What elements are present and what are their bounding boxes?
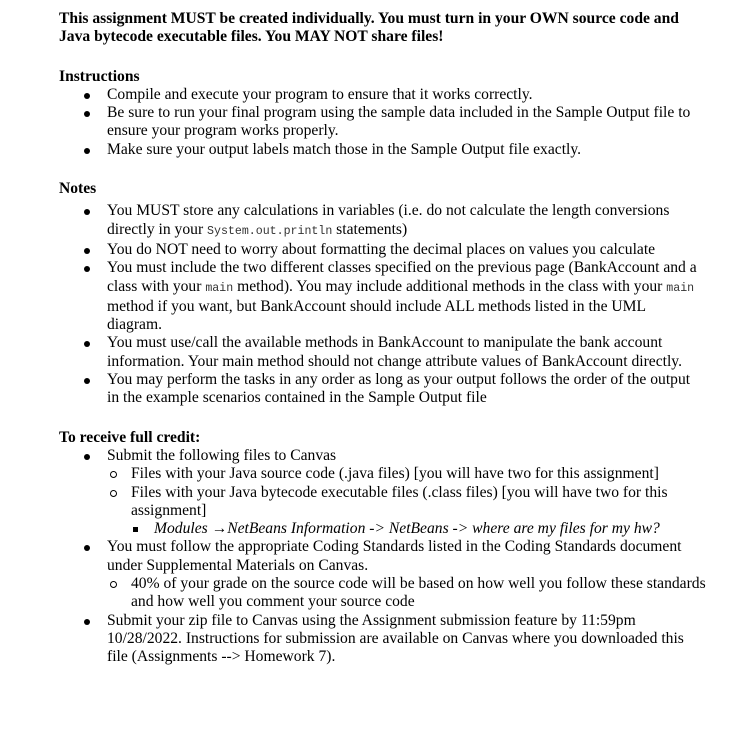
- list-item: You may perform the tasks in any order as long as your output follows the order of the output in the example scenarios contained in the Sample Output file: [0, 371, 748, 408]
- instructions-list: [0, 86, 748, 159]
- list-item: You must follow the appropriate Coding Standards listed in the Coding Standards document under Supplemental Materials on Canvas.: [0, 538, 748, 575]
- bullet-icon: [84, 266, 90, 272]
- list-item: Submit your zip file to Canvas using the Assignment submission feature by 11:59pm 10/28/2022. Instructions for submission are available on Canvas where you downloaded this file (Assignments --> Homework 7).: [0, 612, 748, 667]
- instructions-heading: Instructions: [59, 67, 140, 85]
- bullet-icon: [84, 248, 90, 254]
- sub-list-item: 40% of your grade on the source code will be based on how well you follow these standards and how well you comment your source code: [0, 575, 748, 612]
- list-item: You do NOT need to worry about formatting the decimal places on values you calculate: [0, 241, 748, 259]
- bullet-icon: [84, 93, 90, 99]
- list-item: You must use/call the available methods in BankAccount to manipulate the bank account information. Your main method should not change attribute values of BankAccount directly.: [0, 334, 748, 371]
- bullet-icon: [84, 545, 90, 551]
- list-item: Make sure your output labels match those in the Sample Output file exactly.: [0, 141, 748, 159]
- bullet-icon: [84, 148, 90, 154]
- credit-heading: To receive full credit:: [59, 428, 201, 446]
- bullet-icon: [84, 111, 90, 117]
- list-item: Be sure to run your final program using the sample data included in the Sample Output file to ensure your program works properly.: [0, 104, 748, 141]
- assignment-warning: This assignment MUST be created individually. You must turn in your OWN source code and Java bytecode executable files. You MAY NOT share files!: [59, 10, 679, 46]
- sub-sub-list-item: Modules →NetBeans Information -> NetBeans -> where are my files for my hw?: [0, 520, 748, 538]
- circle-bullet-icon: [110, 581, 117, 588]
- bullet-icon: [84, 341, 90, 347]
- bullet-icon: [84, 619, 90, 625]
- sub-list-item: Files with your Java bytecode executable files (.class files) [you will have two for this assignment]: [0, 484, 748, 521]
- bullet-icon: [84, 378, 90, 384]
- notes-heading: Notes: [59, 180, 97, 198]
- bullet-icon: [84, 454, 90, 460]
- circle-bullet-icon: [110, 490, 117, 497]
- credit-list: [0, 447, 748, 667]
- list-item: Compile and execute your program to ensure that it works correctly.: [0, 86, 748, 104]
- square-bullet-icon: [133, 527, 138, 532]
- sub-list-item: Files with your Java source code (.java files) [you will have two for this assignment]: [0, 465, 748, 483]
- list-item: You MUST store any calculations in variables (i.e. do not calculate the length conversions directly in your System.out.println statements): [0, 202, 748, 241]
- bullet-icon: [84, 209, 90, 215]
- list-item: You must include the two different classes specified on the previous page (BankAccount and a class with your main method). You may include additional methods in the class with your main method if you want, but BankAccount should include ALL methods listed in the UML diagram.: [0, 259, 748, 334]
- notes-list: [0, 202, 748, 407]
- circle-bullet-icon: [110, 471, 117, 478]
- list-item: Submit the following files to Canvas: [0, 447, 748, 465]
